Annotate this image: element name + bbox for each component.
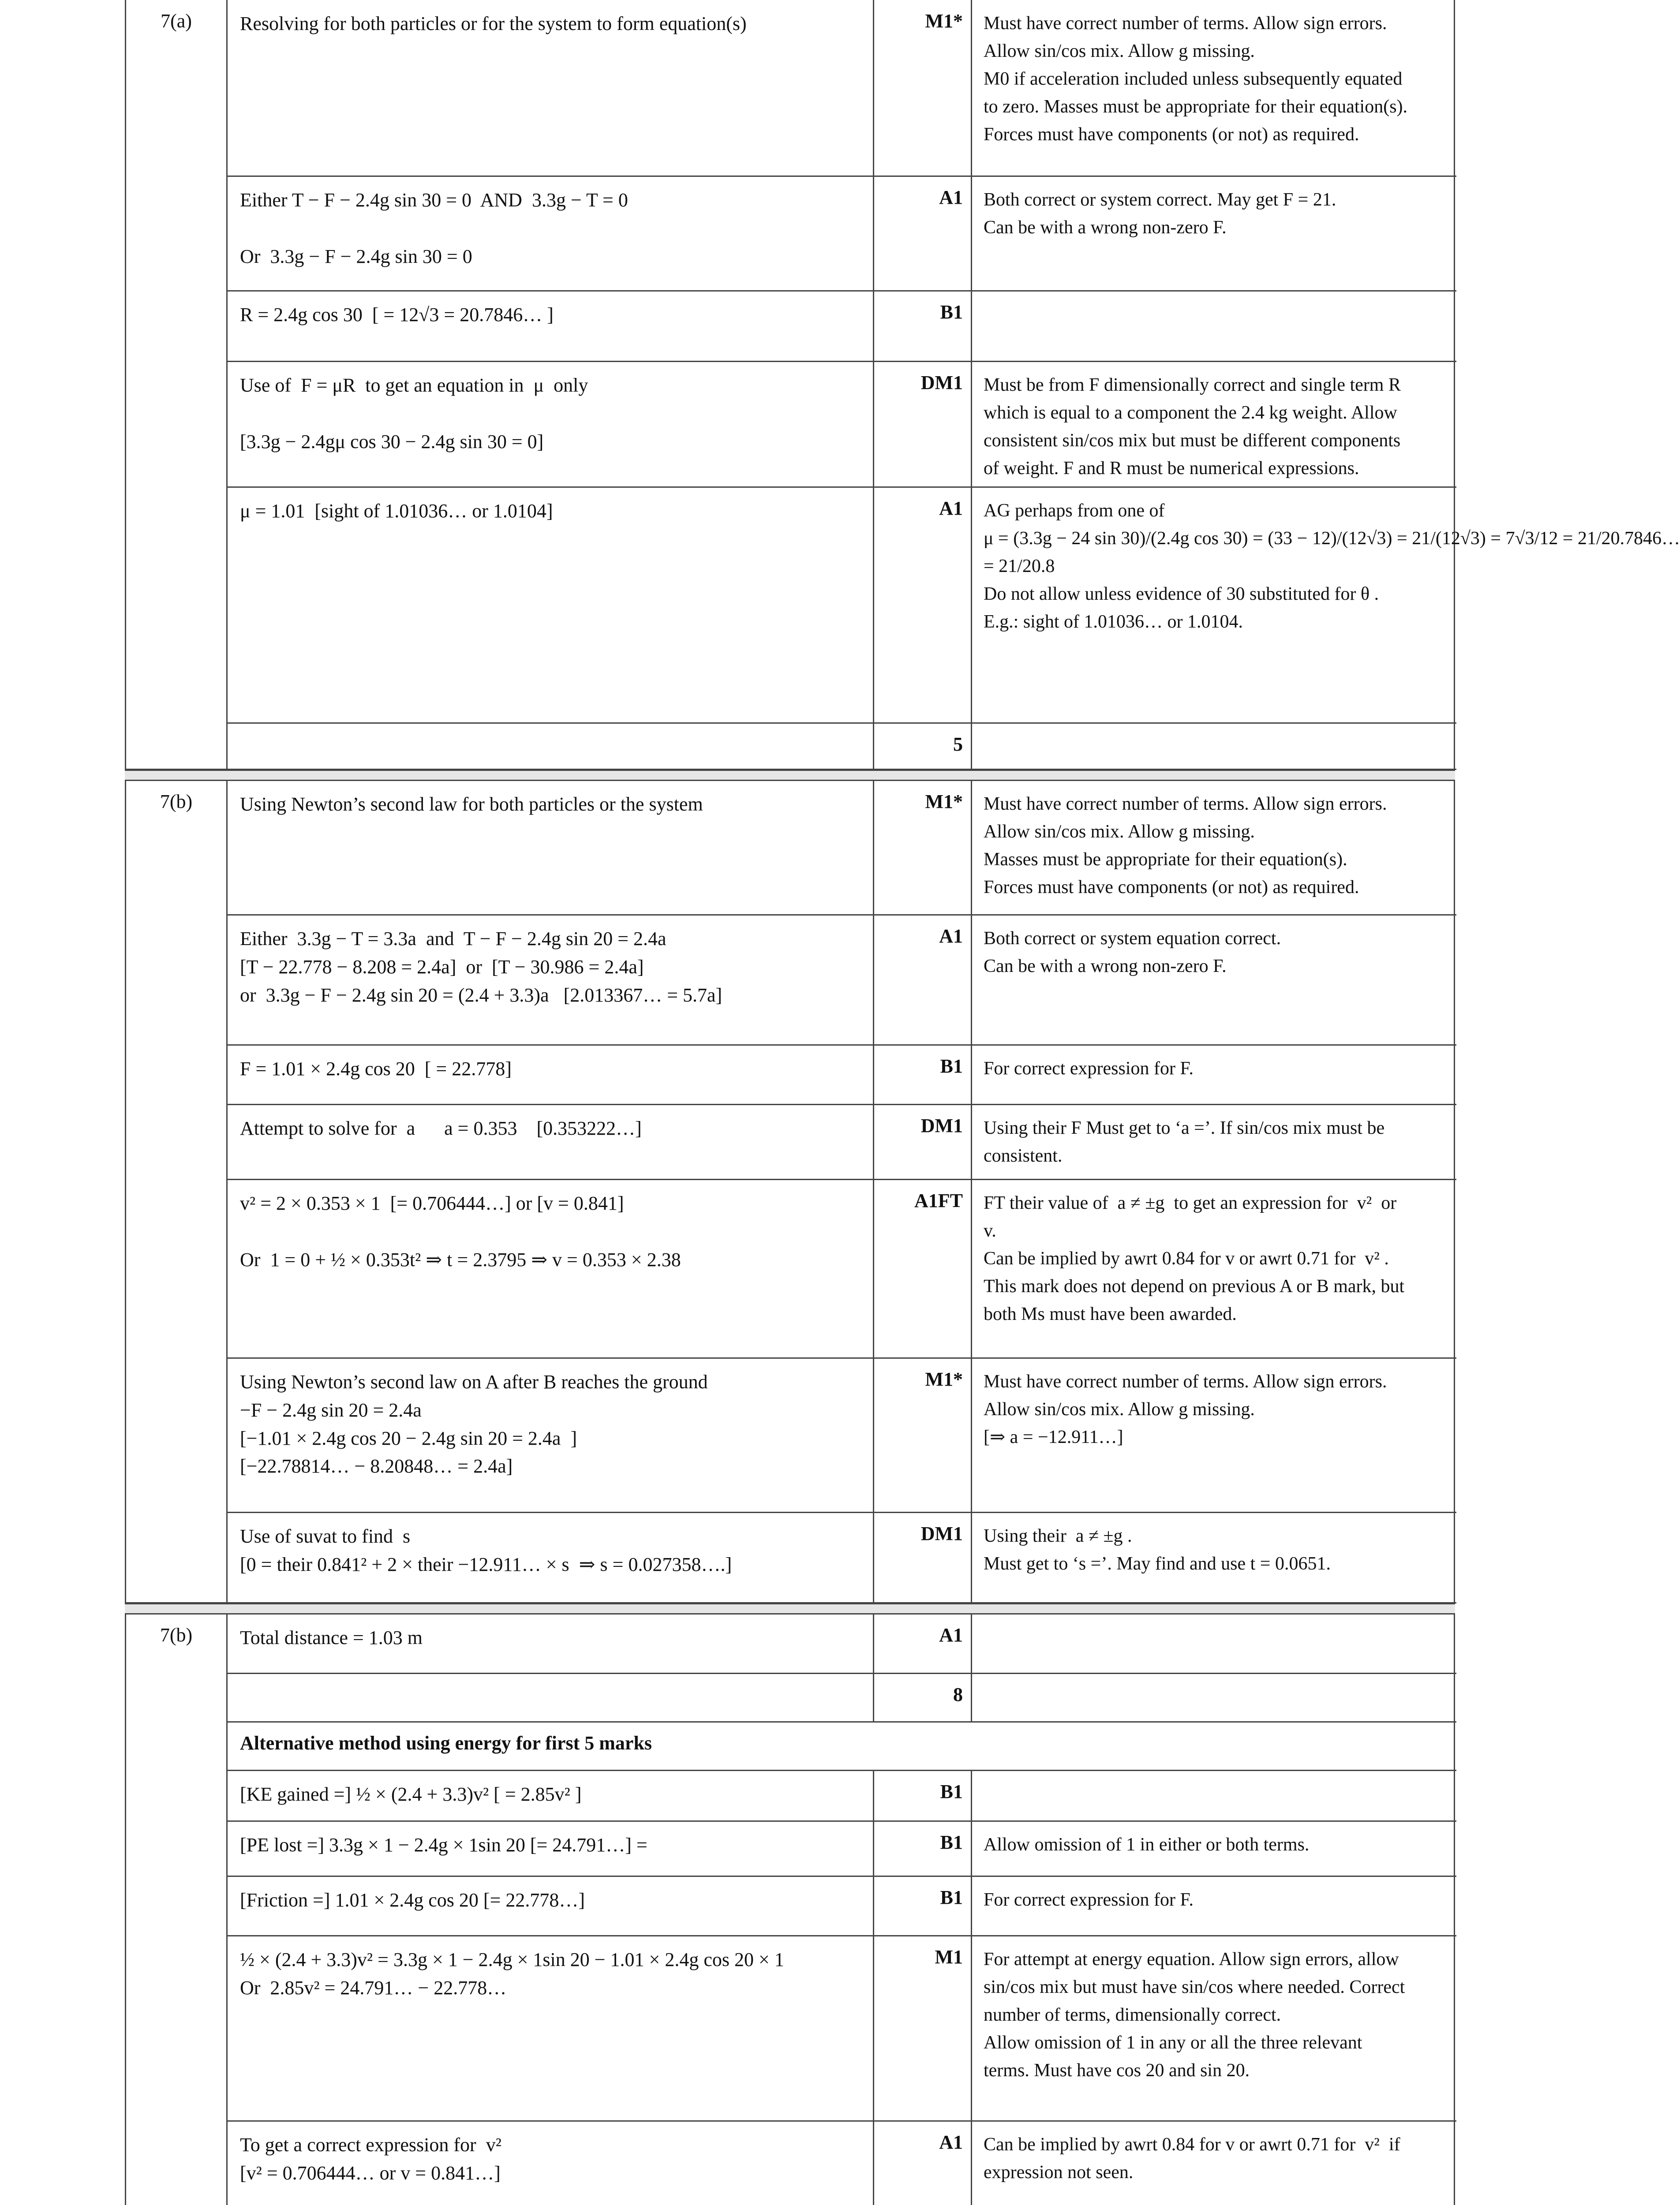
guidance-cell xyxy=(971,362,1455,487)
text-line: −F − 2.4g sin 20 = 2.4a xyxy=(240,1399,422,1421)
mark-cell: A1 xyxy=(873,176,971,291)
guidance-cell xyxy=(971,1614,1455,1674)
working-cell xyxy=(226,1105,873,1180)
text-line: μ = 1.01 [sight of 1.01036… or 1.0104] xyxy=(240,500,553,522)
table-row xyxy=(0,176,1547,291)
text-line: Must have correct number of terms. Allow sign errors. xyxy=(984,13,1387,34)
question-number: 7(a) xyxy=(125,0,226,176)
text-line: Allow sin/cos mix. Allow g missing. xyxy=(984,822,1255,842)
text-line: Use of F = μR to get an equation in μ only xyxy=(240,374,588,396)
table-row xyxy=(0,0,1547,176)
text-line: which is equal to a component the 2.4 kg weight. Allow xyxy=(984,403,1397,423)
working-cell xyxy=(226,1771,873,1821)
text-line: Resolving for both particles or for the system to form equation(s) xyxy=(240,13,747,34)
text-line: Using Newton’s second law on A after B reaches the ground xyxy=(240,1371,708,1393)
text-line: F = 1.01 × 2.4g cos 20 [ = 22.778] xyxy=(240,1058,512,1080)
guidance-cell xyxy=(971,1936,1455,2121)
text-line: both Ms must have been awarded. xyxy=(984,1304,1237,1324)
table-row xyxy=(0,1674,1547,1722)
text-line: Allow omission of 1 in any or all the three relevant xyxy=(984,2033,1362,2053)
text-line: Using their F Must get to ‘a =’. If sin/cos mix must be xyxy=(984,1118,1385,1138)
mark-cell: B1 xyxy=(873,1771,971,1821)
table-row xyxy=(0,915,1547,1045)
text-line: Using their a ≠ ±g . xyxy=(984,1526,1132,1546)
guidance-cell xyxy=(971,1771,1455,1821)
table-row xyxy=(0,291,1547,362)
text-line: [⇒ a = −12.911…] xyxy=(984,1427,1123,1447)
text-line: Allow omission of 1 in either or both terms. xyxy=(984,1835,1310,1855)
text-line: For correct expression for F. xyxy=(984,1058,1194,1079)
guidance-cell xyxy=(971,723,1455,770)
working-cell xyxy=(226,176,873,291)
working-cell xyxy=(226,915,873,1045)
text-line: v² = 2 × 0.353 × 1 [= 0.706444…] or [v = 0.841] xyxy=(240,1192,624,1214)
text-line: terms. Must have cos 20 and sin 20. xyxy=(984,2060,1250,2081)
text-line: = 21/20.8 xyxy=(984,556,1055,576)
mark-cell: M1* xyxy=(873,1358,971,1513)
text-line: [v² = 0.706444… or v = 0.841…] xyxy=(240,2162,501,2184)
text-line xyxy=(240,1218,861,1246)
text-line: Allow sin/cos mix. Allow g missing. xyxy=(984,41,1255,61)
working-cell xyxy=(226,1614,873,1674)
guidance-cell xyxy=(971,1045,1455,1105)
working-cell xyxy=(226,781,873,915)
working-cell xyxy=(226,487,873,723)
mark-cell: A1 xyxy=(873,2121,971,2205)
text-line: consistent sin/cos mix but must be different components xyxy=(984,430,1401,451)
text-line: consistent. xyxy=(984,1146,1063,1166)
mark-cell: B1 xyxy=(873,291,971,362)
text-line: To get a correct expression for v² xyxy=(240,2134,501,2156)
text-line: or 3.3g − F − 2.4g sin 20 = (2.4 + 3.3)a [2.013367… = 5.7a] xyxy=(240,984,722,1006)
working-cell xyxy=(226,1674,873,1722)
question-number: 7(b) xyxy=(125,1614,226,1674)
question-number xyxy=(125,1358,226,1513)
mark-cell: M1* xyxy=(873,0,971,176)
text-line: number of terms, dimensionally correct. xyxy=(984,2005,1281,2025)
text-line: [KE gained =] ½ × (2.4 + 3.3)v² [ = 2.85v² ] xyxy=(240,1783,582,1805)
guidance-cell xyxy=(971,1513,1455,1603)
question-number xyxy=(125,1876,226,1936)
text-line: Both correct or system correct. May get F = 21. xyxy=(984,190,1336,210)
text-line: [PE lost =] 3.3g × 1 − 2.4g × 1sin 20 [= 24.791…] = xyxy=(240,1834,647,1856)
guidance-cell xyxy=(971,291,1455,362)
working-cell xyxy=(226,1821,873,1876)
table-row xyxy=(0,1358,1547,1513)
question-number xyxy=(125,1722,226,1771)
working-cell xyxy=(226,291,873,362)
guidance-cell xyxy=(971,915,1455,1045)
text-line: [Friction =] 1.01 × 2.4g cos 20 [= 22.778…] xyxy=(240,1889,585,1911)
question-number: 7(b) xyxy=(125,781,226,915)
guidance-cell xyxy=(971,1821,1455,1876)
table-row xyxy=(0,1180,1547,1358)
guidance-cell xyxy=(971,1105,1455,1180)
question-number xyxy=(125,723,226,770)
table-row xyxy=(0,1771,1547,1821)
text-line: Use of suvat to find s xyxy=(240,1525,411,1547)
text-line: Or 2.85v² = 24.791… − 22.778… xyxy=(240,1977,507,1999)
table-row xyxy=(0,1876,1547,1936)
text-line: This mark does not depend on previous A or B mark, but xyxy=(984,1276,1405,1297)
text-line: Can be implied by awrt 0.84 for v or awrt 0.71 for v² if xyxy=(984,2134,1400,2155)
guidance-cell xyxy=(971,1876,1455,1936)
working-cell xyxy=(226,362,873,487)
question-number xyxy=(125,1045,226,1105)
working-cell xyxy=(226,1045,873,1105)
question-number xyxy=(125,915,226,1045)
table-row xyxy=(0,1614,1547,1674)
mark-cell: A1 xyxy=(873,1614,971,1674)
mark-cell: A1 xyxy=(873,487,971,723)
text-line: [−22.78814… − 8.20848… = 2.4a] xyxy=(240,1455,513,1477)
text-line: Using Newton’s second law for both particles or the system xyxy=(240,793,703,815)
table-row xyxy=(0,1105,1547,1180)
text-line: Allow sin/cos mix. Allow g missing. xyxy=(984,1399,1255,1420)
table-row xyxy=(0,1722,1547,1771)
text-line: E.g.: sight of 1.01036… or 1.0104. xyxy=(984,612,1243,632)
question-number xyxy=(125,362,226,487)
working-cell xyxy=(226,1358,873,1513)
section-gap xyxy=(125,770,1455,781)
working-cell xyxy=(226,0,873,176)
table-row xyxy=(0,781,1547,915)
text-line: Total distance = 1.03 m xyxy=(240,1627,423,1648)
question-number xyxy=(125,2121,226,2205)
text-line: FT their value of a ≠ ±g to get an expression for v² or xyxy=(984,1193,1397,1213)
guidance-cell xyxy=(971,1180,1455,1358)
text-line: Must be from F dimensionally correct and single term R xyxy=(984,375,1401,395)
table-row xyxy=(0,1045,1547,1105)
mark-cell: B1 xyxy=(873,1821,971,1876)
text-line: [−1.01 × 2.4g cos 20 − 2.4g sin 20 = 2.4a ] xyxy=(240,1427,577,1449)
text-line: Forces must have components (or not) as required. xyxy=(984,124,1359,145)
text-line: Forces must have components (or not) as required. xyxy=(984,877,1359,897)
alternative-method-heading: Alternative method using energy for first 5 marks xyxy=(226,1722,1455,1771)
guidance-cell xyxy=(971,1674,1455,1722)
mark-cell: A1 xyxy=(873,915,971,1045)
text-line: R = 2.4g cos 30 [ = 12√3 = 20.7846… ] xyxy=(240,304,554,325)
text-line: Masses must be appropriate for their equation(s). xyxy=(984,849,1347,870)
question-number xyxy=(125,1105,226,1180)
question-number xyxy=(125,487,226,723)
working-cell xyxy=(226,1180,873,1358)
text-line xyxy=(240,400,861,428)
text-line xyxy=(240,214,861,243)
text-line: Can be with a wrong non-zero F. xyxy=(984,217,1227,238)
text-line: Or 3.3g − F − 2.4g sin 30 = 0 xyxy=(240,245,472,267)
table-row xyxy=(0,1513,1547,1603)
mark-cell: 8 xyxy=(873,1674,971,1722)
question-number xyxy=(125,1180,226,1358)
guidance-cell xyxy=(971,0,1455,176)
guidance-cell xyxy=(971,1358,1455,1513)
guidance-cell xyxy=(971,487,1680,723)
table-row xyxy=(0,362,1547,487)
guidance-cell xyxy=(971,176,1455,291)
mark-cell: M1* xyxy=(873,781,971,915)
question-number xyxy=(125,1936,226,2121)
question-number xyxy=(125,1821,226,1876)
mark-cell: DM1 xyxy=(873,1513,971,1603)
text-line: [0 = their 0.841² + 2 × their −12.911… × s ⇒ s = 0.027358….] xyxy=(240,1553,732,1575)
table-row xyxy=(0,1821,1547,1876)
working-cell xyxy=(226,1513,873,1603)
working-cell xyxy=(226,2121,873,2205)
text-line: Do not allow unless evidence of 30 substituted for θ . xyxy=(984,584,1379,604)
text-line: [T − 22.778 − 8.208 = 2.4a] or [T − 30.986 = 2.4a] xyxy=(240,956,644,978)
mark-cell: 5 xyxy=(873,723,971,770)
question-number xyxy=(125,1771,226,1821)
mark-cell: B1 xyxy=(873,1045,971,1105)
text-line: Both correct or system equation correct. xyxy=(984,928,1281,949)
text-line: M0 if acceleration included unless subsequently equated xyxy=(984,69,1403,89)
text-line: For correct expression for F. xyxy=(984,1890,1194,1910)
guidance-cell xyxy=(971,781,1455,915)
mark-cell: B1 xyxy=(873,1876,971,1936)
text-line: Must get to ‘s =’. May find and use t = 0.0651. xyxy=(984,1554,1331,1574)
text-line: Must have correct number of terms. Allow sign errors. xyxy=(984,1372,1387,1392)
text-line: expression not seen. xyxy=(984,2162,1134,2183)
mark-cell: M1 xyxy=(873,1936,971,2121)
working-cell xyxy=(226,1936,873,2121)
text-line: Can be implied by awrt 0.84 for v or awrt 0.71 for v² . xyxy=(984,1248,1389,1269)
text-line: v. xyxy=(984,1221,996,1241)
working-cell xyxy=(226,723,873,770)
text-line: Or 1 = 0 + ½ × 0.353t² ⇒ t = 2.3795 ⇒ v = 0.353 × 2.38 xyxy=(240,1248,681,1271)
text-line: [3.3g − 2.4gμ cos 30 − 2.4g sin 30 = 0] xyxy=(240,430,544,452)
text-line: AG perhaps from one of xyxy=(984,501,1165,521)
text-line: ½ × (2.4 + 3.3)v² = 3.3g × 1 − 2.4g × 1sin 20 − 1.01 × 2.4g cos 20 × 1 xyxy=(240,1949,784,1970)
text-line: Can be with a wrong non-zero F. xyxy=(984,956,1227,976)
mark-cell: DM1 xyxy=(873,1105,971,1180)
text-line: Attempt to solve for a a = 0.353 [0.353222…] xyxy=(240,1117,642,1139)
mark-cell: A1FT xyxy=(873,1180,971,1358)
text-line: Either 3.3g − T = 3.3a and T − F − 2.4g sin 20 = 2.4a xyxy=(240,928,666,949)
text-line: sin/cos mix but must have sin/cos where needed. Correct xyxy=(984,1977,1405,1997)
guidance-cell xyxy=(971,2121,1455,2205)
text-line: Must have correct number of terms. Allow sign errors. xyxy=(984,794,1387,814)
text-line: of weight. F and R must be numerical expressions. xyxy=(984,458,1359,478)
question-number xyxy=(125,1513,226,1603)
question-number xyxy=(125,291,226,362)
table-row xyxy=(0,487,1680,723)
working-cell xyxy=(226,1876,873,1936)
table-row xyxy=(0,1936,1547,2121)
text-line: Either T − F − 2.4g sin 30 = 0 AND 3.3g − T = 0 xyxy=(240,189,628,211)
text-line: to zero. Masses must be appropriate for their equation(s). xyxy=(984,97,1408,117)
question-number xyxy=(125,1674,226,1722)
text-line: For attempt at energy equation. Allow sign errors, allow xyxy=(984,1949,1399,1970)
section-gap xyxy=(125,1603,1455,1615)
table-row xyxy=(0,723,1547,770)
question-number xyxy=(125,176,226,291)
mark-cell: DM1 xyxy=(873,362,971,487)
text-line: μ = (3.3g − 24 sin 30)/(2.4g cos 30) = (33 − 12)/(12√3) = 21/(12√3) = 7√3/12 = 21/20.7846… xyxy=(984,528,1680,549)
table-row xyxy=(0,2121,1547,2205)
